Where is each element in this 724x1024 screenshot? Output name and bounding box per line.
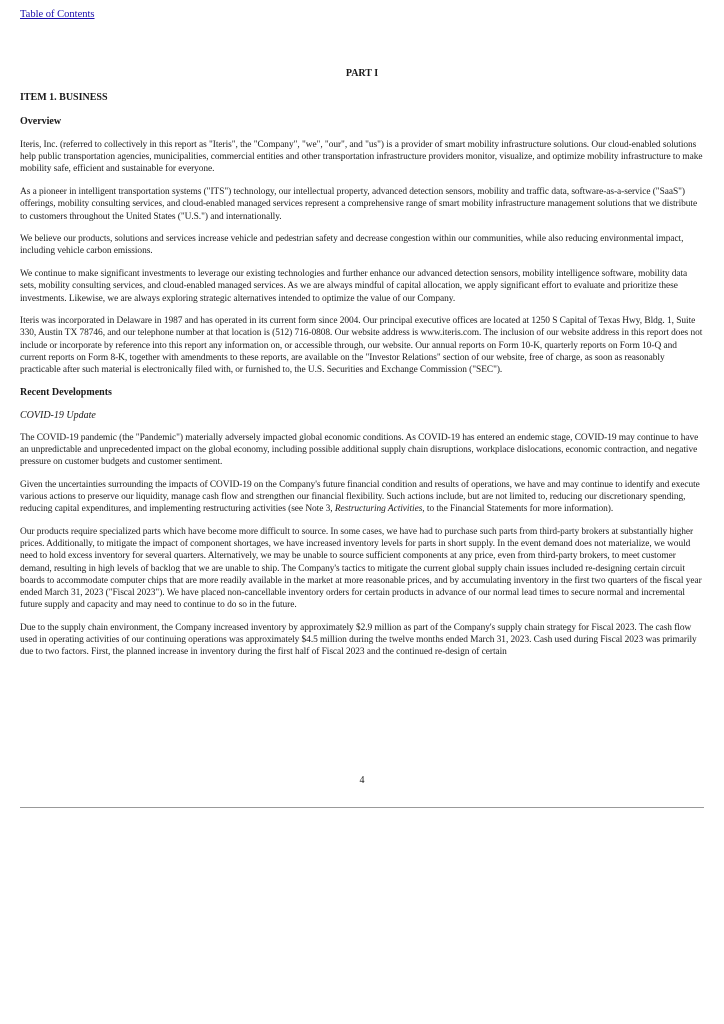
- overview-paragraph: We continue to make significant investments to leverage our existing technologies and further enhance our advanced detection sensors, mobility intelligence software, mobility data sets, mobility consulting services, and cloud-enabled managed services. As we are always mindful of capital allocation, we apply significant effort to evaluate and prioritize these investments. Likewise, we are always exploring strategic alternatives intended to optimize the value of our Company.: [20, 269, 688, 304]
- recent-developments-heading: Recent Developments: [20, 386, 112, 398]
- covid-paragraph-text: , to the Financial Statements for more information).: [422, 504, 614, 515]
- restructuring-activities-reference: Restructuring Activities: [334, 504, 423, 515]
- covid-paragraph: The COVID-19 pandemic (the "Pandemic") materially adversely impacted global economic conditions. As COVID-19 has entered an endemic stage, COVID-19 may continue to have an unpredictable and unprecedented impact on the global economy, including possible additional supply chain disruptions, workplace dislocations, economic contraction, and negative pressure on customer budgets and customer sentiment.: [20, 432, 699, 468]
- table-of-contents-link[interactable]: Table of Contents: [20, 9, 95, 20]
- covid-paragraph: [20, 479, 704, 516]
- inventory-paragraph: Due to the supply chain environment, the Company increased inventory by approximately $2.9 million as part of the Company's supply chain strategy for Fiscal 2023. The cash flow used in operating activities of our continuing operations was approximately $4.5 million during the twelve months ended March 31, 2023. Cash used during Fiscal 2023 was primarily due to two factors. First, the planned increase in inventory during the first half of Fiscal 2023 and the continued re-design of certain: [20, 622, 697, 658]
- overview-paragraph: Iteris, Inc. (referred to collectively in this report as "Iteris", the "Company", "we", "our", and "us") is a provider of smart mobility infrastructure solutions. Our cloud-enabled solutions help public transportation agencies, municipalities, commercial entities and other transportation infrastructure providers monitor, visualize, and optimize mobility infrastructure to make mobility safe, efficient and sustainable for everyone.: [20, 140, 703, 175]
- overview-paragraph: As a pioneer in intelligent transportation systems ("ITS") technology, our intellectual property, advanced detection sensors, mobility and traffic data, software-as-a-service ("SaaS") offerings, mobility consulting services, and cloud-enabled managed services represent a comprehensive range of smart mobility infrastructure management solutions that we distribute to customers throughout the United States ("U.S.") and internationally.: [20, 187, 698, 222]
- supply-chain-paragraph: Our products require specialized parts which have become more difficult to source. In some cases, we have had to purchase such parts from third-party brokers at substantially higher prices. Additionally, to mitigate the impact of component shortages, we have increased inventory levels for parts in short supply. In the event demand does not materialize, we would need to hold excess inventory for several quarters. Alternatively, we may be unable to source sufficient components at any price, even from third-party brokers, to meet customer demand, resulting in high levels of backlog that we are unable to ship. The Company's tactics to mitigate the current global supply chain issues included re-designing certain circuit boards to accommodate computer chips that are more readily available in the market at more reasonable prices, and by accumulating inventory in the first two quarters of the fiscal year ended March 31, 2023 ("Fiscal 2023"). We have placed non-cancellable inventory orders for certain products in advance of our normal lead times to secure normal and incremental future supply and capacity and may need to continue to do so in the future.: [20, 526, 702, 611]
- document-body: [20, 68, 704, 669]
- item-title: ITEM 1. BUSINESS: [20, 92, 108, 103]
- overview-paragraph: Iteris was incorporated in Delaware in 1987 and has operated in its current form since 2004. Our principal executive offices are located at 1250 S Capital of Texas Hwy, Bldg. 1, Suite 330, Austin TX 78746, and our telephone number at that location is (512) 716-0808. Our website address is www.iteris.com. The inclusion of our website address in this report does not include or incorporate by reference into this report any information on, or accessible through, our website. Our annual reports on Form 10-K, quarterly reports on Form 10-Q and current reports on Form 8-K, together with amendments to these reports, are available on the "Investor Relations" section of our website, free of charge, as soon as reasonably practicable after such material is electronically filed with, or furnished to, the U.S. Securities and Exchange Commission ("SEC").: [20, 316, 703, 376]
- overview-heading: Overview: [20, 116, 62, 127]
- page-number: 4: [359, 775, 365, 786]
- part-title: PART I: [345, 68, 379, 79]
- covid-paragraph-text: Given the uncertainties surrounding the impacts of COVID-19 on the Company's future financial condition and results of operations, we have and may continue to identify and execute various actions to preserve our liquidity, manage cash flow and strengthen our financial flexibility. Such actions include, but are not limited to, reducing our discretionary spending, reducing capital expenditures, and implementing restructuring activities (see Note 3,: [20, 479, 700, 515]
- overview-paragraph: We believe our products, solutions and services increase vehicle and pedestrian safety and decrease congestion within our communities, while also reducing environmental impact, including vehicle carbon emissions.: [20, 234, 684, 257]
- page-divider: [20, 807, 704, 808]
- covid-update-heading: COVID-19 Update: [20, 409, 96, 421]
